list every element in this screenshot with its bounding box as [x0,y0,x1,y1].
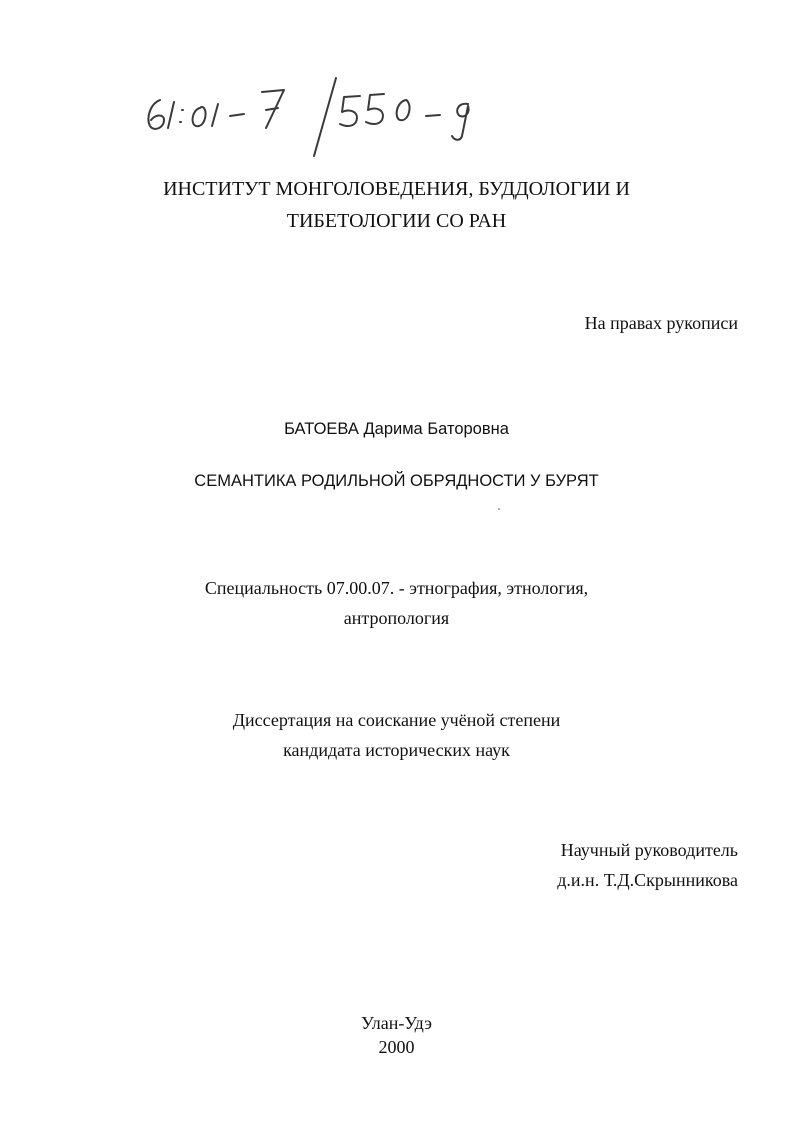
year: 2000 [378,1037,415,1057]
handwritten-archive-code [138,70,498,160]
institution-line-2: ТИБЕТОЛОГИИ СО РАН [286,210,507,232]
dissertation-title: СЕМАНТИКА РОДИЛЬНОЙ ОБРЯДНОСТИ У БУРЯТ [194,472,599,490]
supervisor-label: Научный руководитель [560,840,738,860]
city: Улан-Удэ [361,1013,432,1033]
degree-line-1: Диссертация на соискание учёной степени [232,710,561,730]
specialty-line-2: антропология [343,608,450,628]
rights-note: На правах рукописи [584,313,738,333]
supervisor-name: д.и.н. Т.Д.Скрынникова [557,870,738,890]
specialty-line-1: Специальность 07.00.07. - этнография, этнология, [204,578,589,598]
degree-line-2: кандидата исторических наук [283,740,510,760]
author-name: БАТОЕВА Дарима Баторовна [284,420,509,438]
institution-line-1: ИНСТИТУТ МОНГОЛОВЕДЕНИЯ, БУДДОЛОГИИ И [163,178,630,200]
scan-speck [498,508,500,510]
